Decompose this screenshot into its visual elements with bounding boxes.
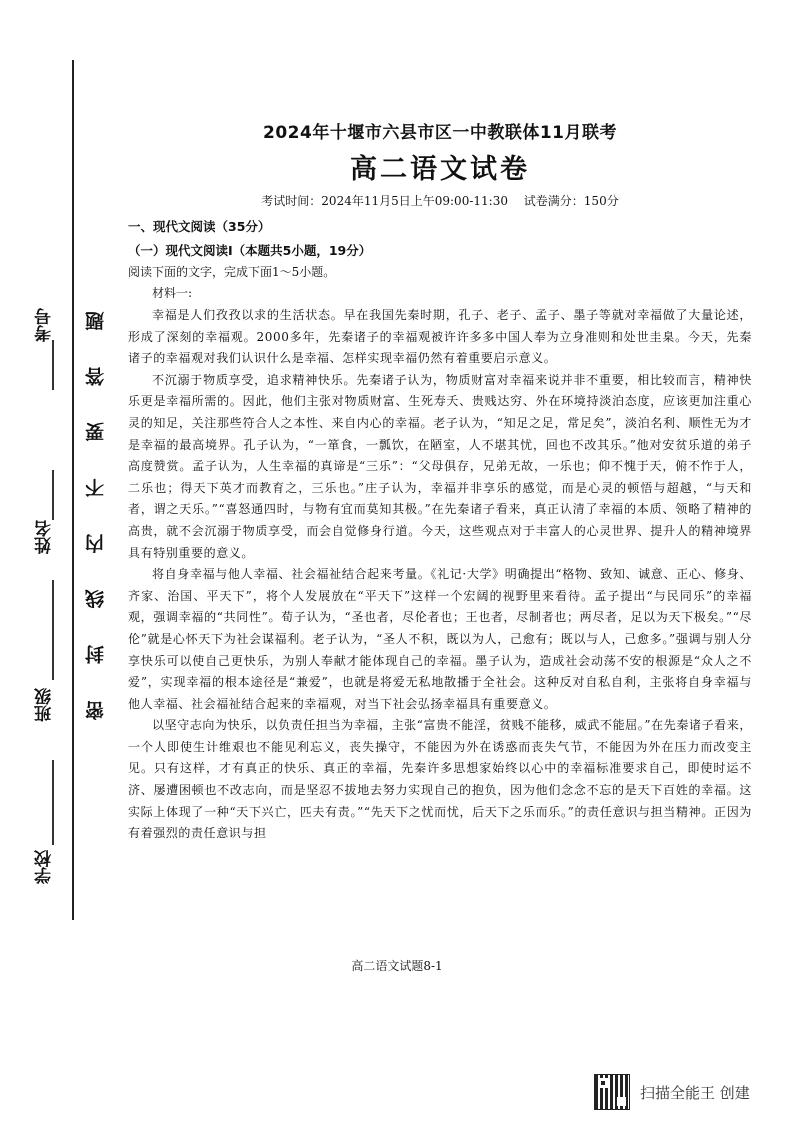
paragraph: 将自身幸福与他人幸福、社会福祉结合起来考量。《礼记·大学》明确提出“格物、致知、诚意、正心、修身、齐家、治国、平天下”，将个人发展放在“平天下”这样一个宏阔的视野里来看待。孟子提出“与民同乐”的幸福观，强调幸福的“共同性”。荀子认为，“圣也者，尽伦者也；王也者，尽制者也；两尽者，足以为天下极矣。”“尽伦”就是心怀天下为社会谋福利。老子认为，“圣人不积，既以为人，己愈有；既以与人，己愈多。”强调与别人分享快乐可以使自己更快乐，为别人奉献才能体现自己的幸福。墨子认为，造成社会动荡不安的根源是“众人之不爱”，实现幸福的根本途径是“兼爱”，也就是将爱无私地散播于全社会。这种反对自私自利，主张将自身幸福与他人幸福、社会福祉结合起来的幸福观，对当下社会弘扬幸福具有重要意义。 — [128, 567, 752, 711]
name-label: 姓名 — [35, 520, 55, 554]
class-label: 班级 — [35, 688, 55, 722]
binding-line — [72, 60, 74, 920]
instruction: 阅读下面的文字，完成下面1～5小题。 — [128, 265, 336, 279]
seal-warning: 密 封 线 内 不 要 答 题 — [85, 296, 107, 720]
exam-no-blank — [52, 340, 54, 390]
full-score: 试卷满分：150分 — [523, 194, 619, 208]
page-footer: 高二语文试题8-1 — [351, 959, 443, 973]
exam-content — [128, 118, 752, 845]
name-blank — [52, 470, 54, 520]
exam-title: 2024年十堰市六县市区一中教联体11月联考 — [263, 123, 617, 143]
exam-info — [128, 192, 752, 209]
paragraph: 幸福是人们孜孜以求的生活状态。早在我国先秦时期，孔子、老子、孟子、墨子等就对幸福做了大量论述，形成了深刻的幸福观。2000多年，先秦诸子的幸福观被许许多多中国人奉为立身准则和处世圭臬。今天，先秦诸子的幸福观对我们认识什么是幸福、怎样实现幸福仍然有着重要启示意义。 — [128, 308, 752, 366]
school-blank — [52, 760, 54, 845]
qr-code-icon — [594, 1074, 630, 1110]
watermark-text: 扫描全能王 创建 — [640, 1083, 750, 1102]
school-label: 学校 — [35, 850, 55, 884]
exam-time: 考试时间：2024年11月5日上午09:00-11:30 — [261, 194, 508, 208]
binding-strip — [0, 0, 118, 1124]
exam-no-label: 考号 — [35, 308, 55, 342]
paragraph: 不沉溺于物质享受，追求精神快乐。先秦诸子认为，物质财富对幸福来说并非不重要，相比较而言，精神快乐更是幸福所需的。因此，他们主张对物质财富、生死寿夭、贵贱达穷、外在环境持淡泊态度，应该更加注重心灵的知足，关注那些符合人之本性、来自内心的幸福。老子认为，“知足之足，常足矣”，淡泊名利、顺性无为才是幸福的最高境界。孔子认为，“一箪食，一瓢饮，在陋室，人不堪其忧，回也不改其乐。”他对安贫乐道的弟子高度赞赏。孟子认为，人生幸福的真谛是“三乐”：“父母俱存，兄弟无故，一乐也；仰不愧于天，俯不怍于人，二乐也；得天下英才而教育之，三乐也。”庄子认为，幸福并非享乐的感觉，而是心灵的顿悟与超越，“与天和者，谓之天乐。”“喜怒通四时，与物有宜而莫知其极。”在先秦诸子看来，真正认清了幸福的本质、领略了精神的高贵，就不会沉溺于物质享受，而会自觉修身行道。今天，这些观点对于丰富人的心灵世界、提升人的精神境界具有特别重要的意义。 — [128, 372, 752, 560]
sub-section-heading: （一）现代文阅读Ⅰ（本题共5小题，19分） — [128, 243, 372, 258]
subject-title: 高二语文试卷 — [350, 154, 530, 185]
section-heading: 一、现代文阅读（35分） — [128, 219, 271, 234]
paragraph: 以坚守志向为快乐，以负责任担当为幸福，主张“富贵不能淫，贫贱不能移，威武不能屈。”在先秦诸子看来，一个人即使生计维艰也不能见利忘义，丧失操守，不能因为外在诱惑而丧失气节，不能因为外在压力而改变主见。只有这样，才有真正的快乐、真正的幸福，先秦许多思想家始终以心中的幸福标准要求自己，即使时运不济、屡遭困顿也不改志向，而是坚忍不拔地去努力实现自己的抱负，因为他们念念不忘的是天下百姓的幸福。这实际上体现了一种“天下兴亡，匹夫有责。”“先天下之忧而忧，后天下之乐而乐。”的责任意识与担当精神。正因为有着强烈的责任意识与担 — [128, 718, 752, 841]
scanner-watermark — [594, 1074, 750, 1110]
class-blank — [52, 580, 54, 680]
material-label: 材料一: — [152, 286, 193, 300]
